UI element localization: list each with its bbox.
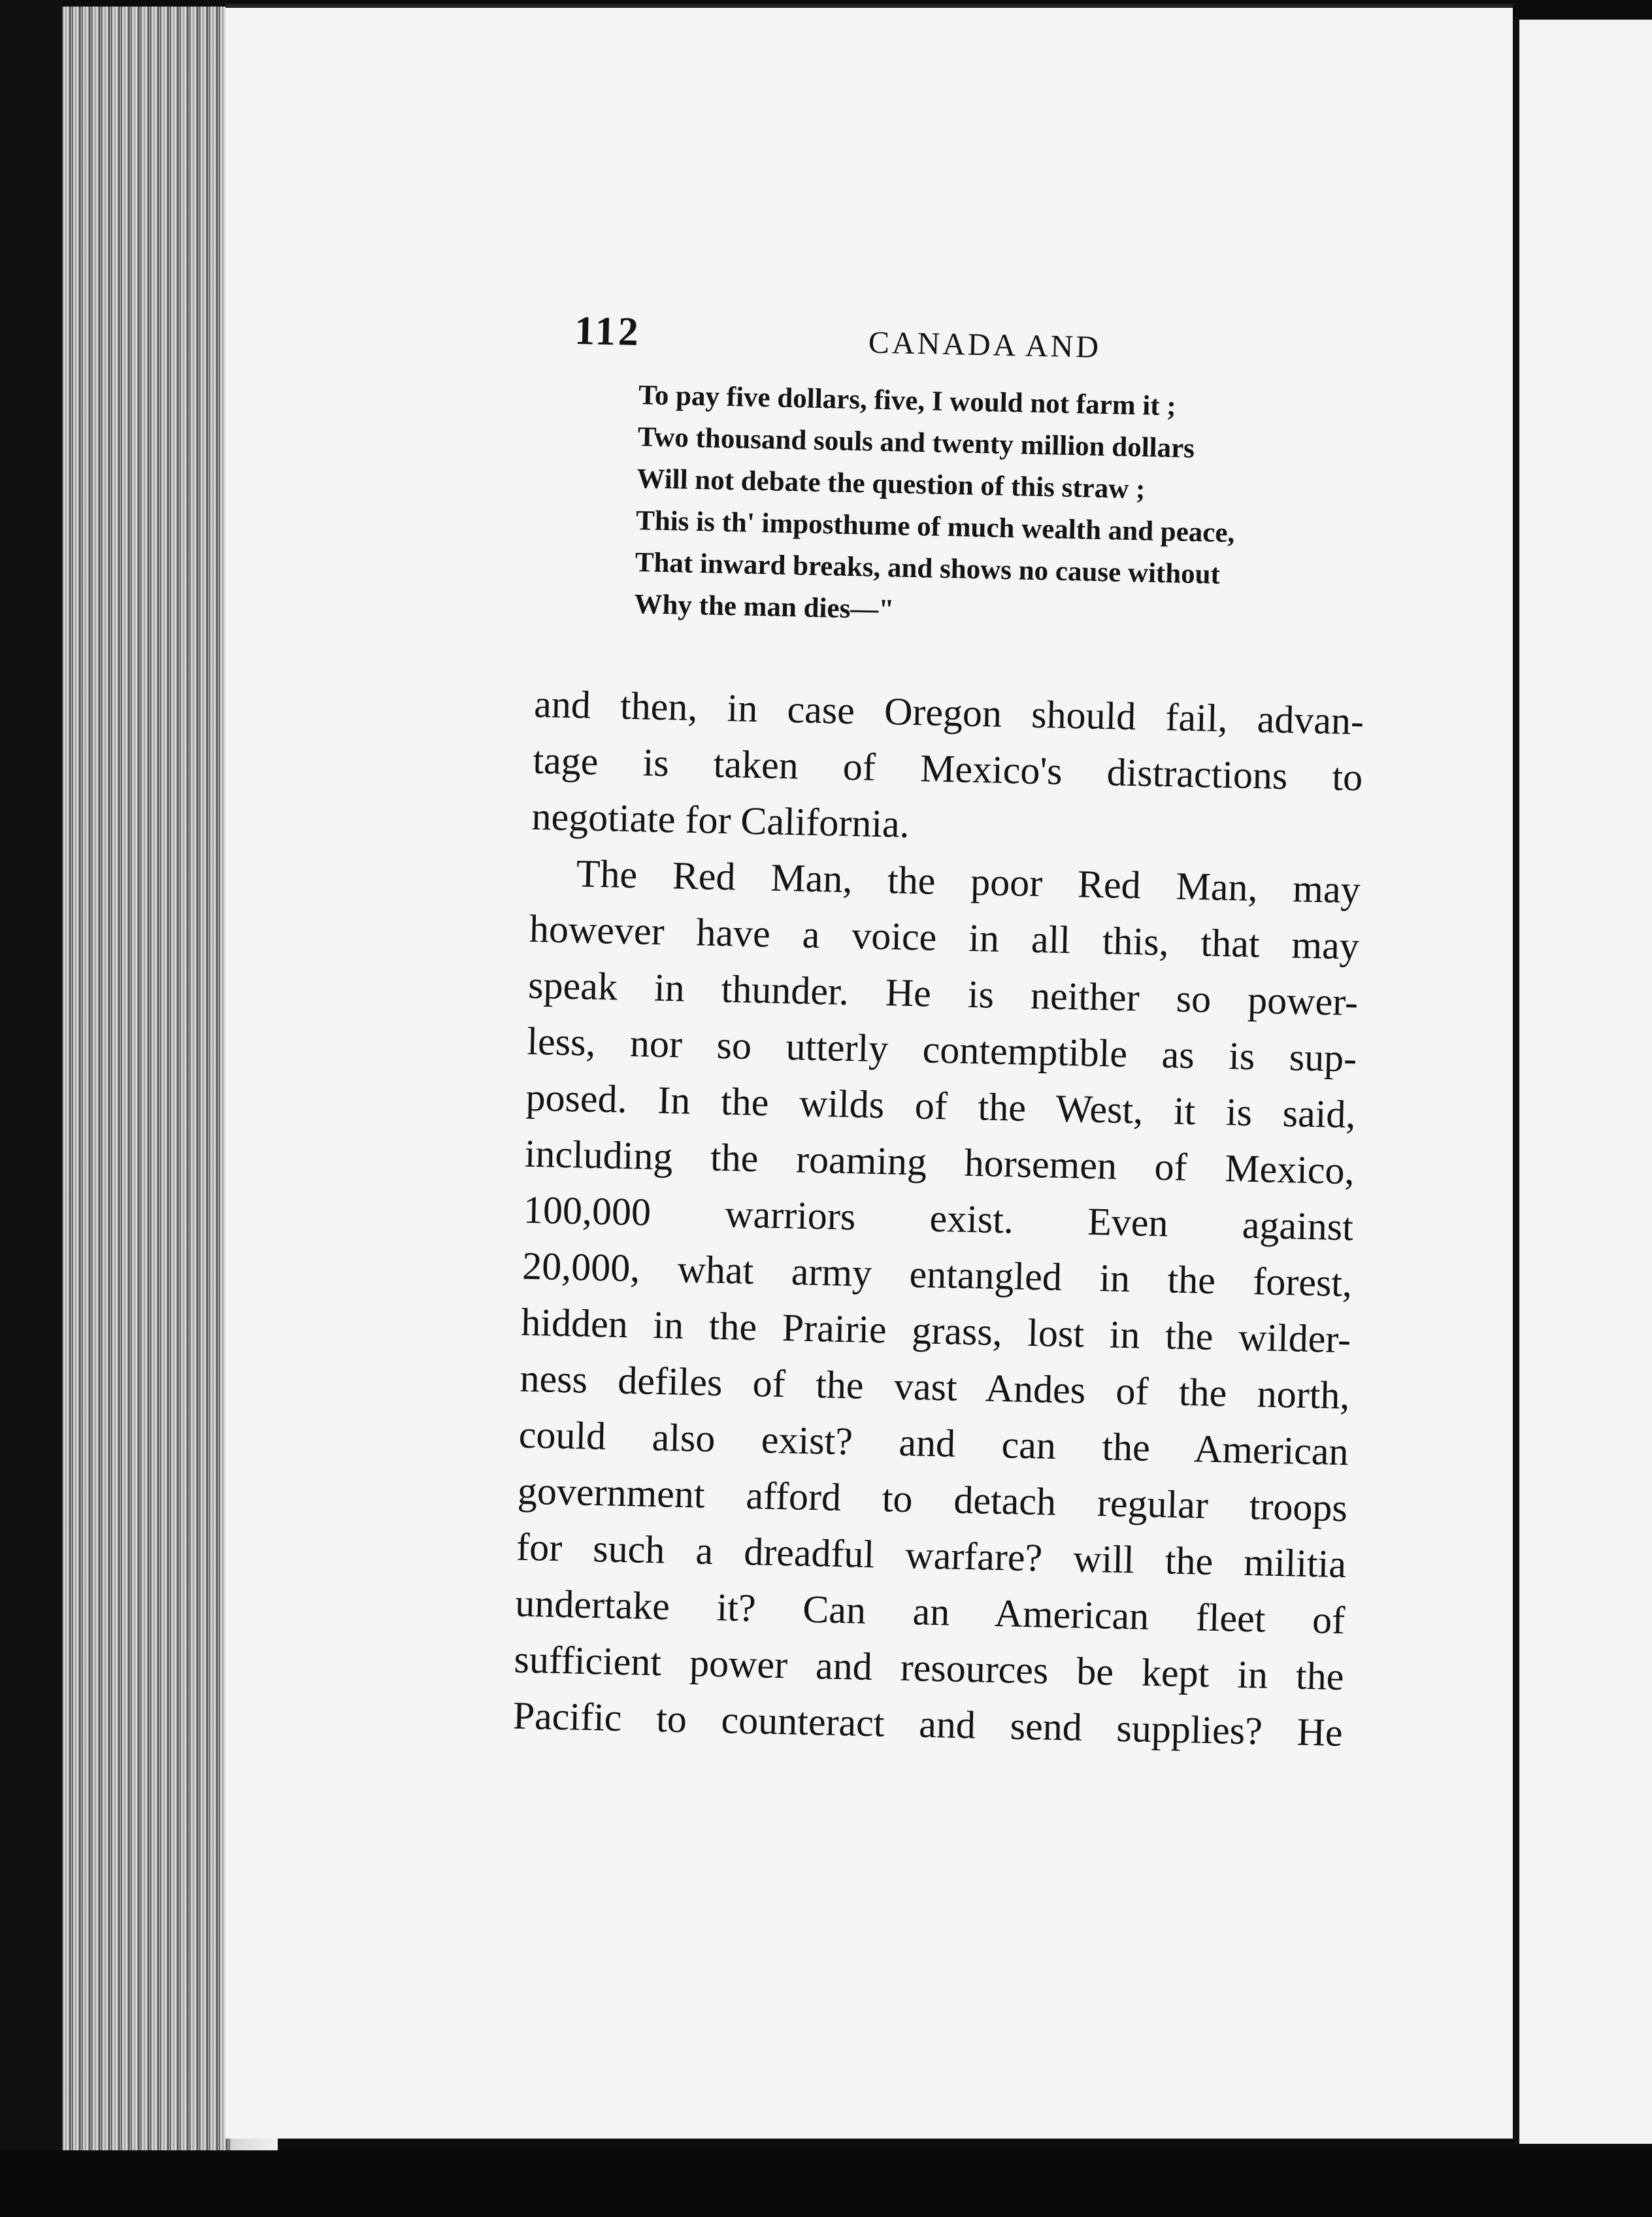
verse-line: Why the man dies—": [634, 589, 895, 625]
text-line: ness defiles of the vast Andes of the north,: [519, 1356, 1351, 1418]
page-text: [512, 307, 1372, 1761]
verse-line: That inward breaks, and shows no cause without: [635, 547, 1221, 590]
text-line: for such a dreadful warfare? will the militia: [516, 1525, 1347, 1586]
text-line: The Red Man, the poor Red Man, may: [576, 852, 1361, 912]
text-line: sufficient power and resources be kept in the: [513, 1637, 1345, 1699]
scan-margin-left: [0, 0, 62, 2217]
verse-line: This is th' imposthume of much wealth and peace,: [635, 505, 1235, 549]
text-line: could also exist? and can the American: [518, 1412, 1349, 1474]
text-line: negotiate for California.: [531, 794, 910, 846]
verse-quotation: [634, 375, 1371, 641]
page-number: 112: [574, 308, 642, 355]
text-line: 100,000 warriors exist. Even against: [523, 1188, 1354, 1249]
text-line: speak in thunder. He is neither so power-: [527, 963, 1359, 1024]
text-line: 20,000, what army entangled in the forest,: [521, 1244, 1353, 1305]
text-line: tage is taken of Mexico's distractions to: [532, 738, 1363, 799]
verse-line: Two thousand souls and twenty million dollars: [637, 422, 1195, 464]
text-line: and then, in case Oregon should fail, advan-: [533, 682, 1364, 743]
body-text: [512, 676, 1364, 1761]
text-line: undertake it? Can an American fleet of: [514, 1581, 1346, 1642]
verse-line: Will not debate the question of this straw ;: [636, 463, 1146, 505]
text-line: hidden in the Prairie grass, lost in the wilder-: [520, 1300, 1351, 1361]
facing-page-strip: [1513, 20, 1652, 2144]
text-line: however have a voice in all this, that may: [529, 907, 1360, 968]
text-line: less, nor so utterly contemptible as is sup-: [526, 1019, 1357, 1080]
verse-line: To pay five dollars, five, I would not farm it ;: [638, 380, 1177, 422]
text-line: including the roaming horsemen of Mexico,: [524, 1131, 1355, 1193]
text-line: government afford to detach regular troops: [517, 1469, 1348, 1530]
text-line: Pacific to counteract and send supplies? He: [512, 1693, 1344, 1755]
text-line: posed. In the wilds of the West, it is said,: [525, 1075, 1357, 1137]
scan-margin-bottom: [0, 2150, 1652, 2217]
running-head: CANADA AND: [868, 325, 1102, 365]
